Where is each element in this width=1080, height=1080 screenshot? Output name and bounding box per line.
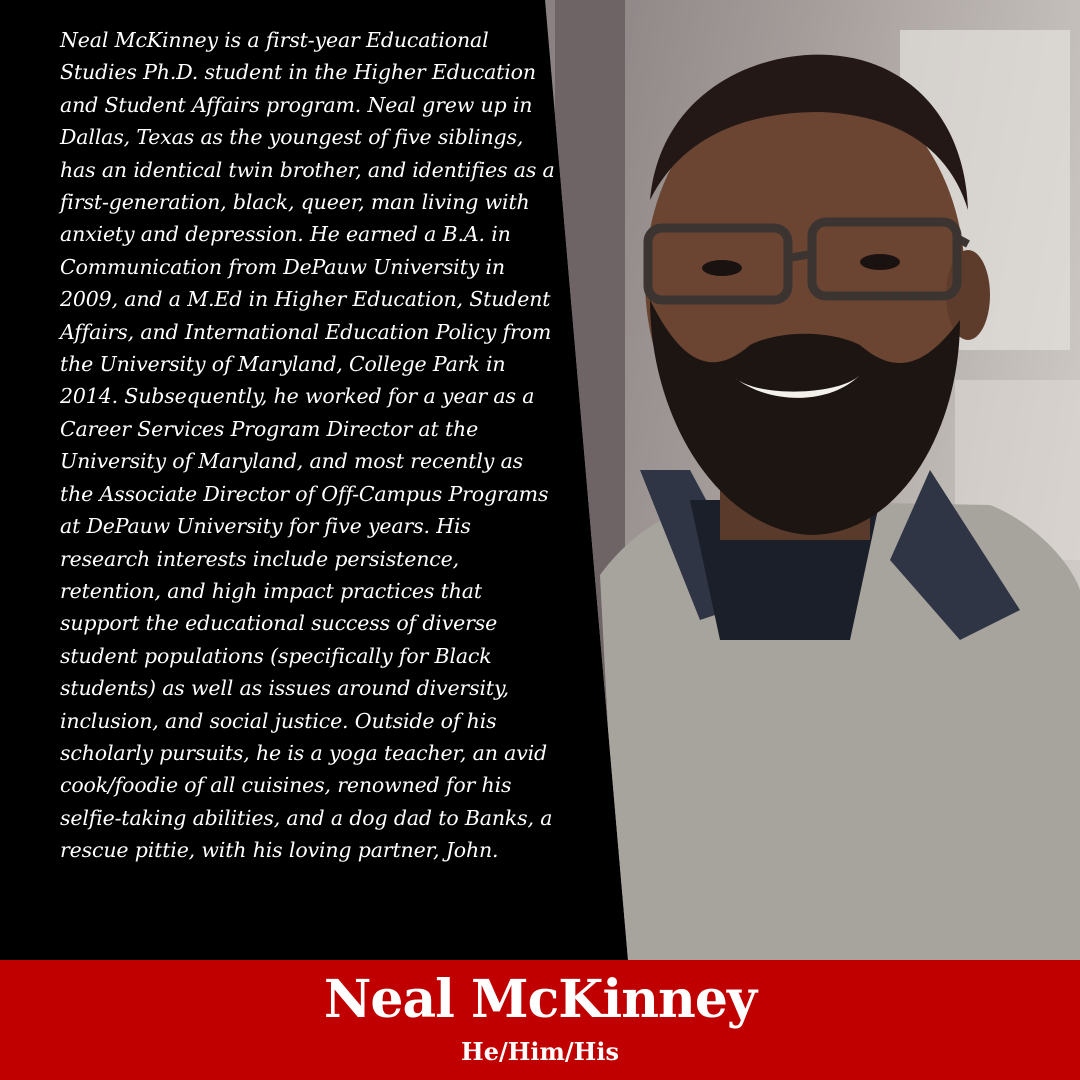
background-panel	[555, 0, 625, 960]
person-name: Neal McKinney	[323, 969, 757, 1030]
glasses-arm	[957, 238, 968, 244]
eye-left	[702, 260, 742, 276]
glasses-bridge	[788, 254, 812, 258]
pronouns: He/Him/His	[461, 1037, 619, 1066]
bio-text: Neal McKinney is a first-year Educational Studies Ph.D. student in the Higher Education and Student Affairs program. Neal grew up in Dallas, Texas as the youngest of five siblings, has an identical twin brother, and identifies as a first-generation, black, queer, man living with anxiety and depression. He earned a B.A. in Communication from DePauw University in 2009, and a M.Ed in Higher Education, Student Affairs, and International Education Policy from the University of Maryland, College Park in 2014. Subsequently, he worked for a year as a Career Services Program Director at the University of Maryland, and most recently as the Associate Director of Off-Campus Programs at DePauw University for five years. His research interests include persistence, retention, and high impact practices that support the educational success of diverse student populations (specifically for Black students) as well as issues around diversity, inclusion, and social justice. Outside of his scholarly pursuits, he is a yoga teacher, an avid cook/foodie of all cuisines, renowned for his selfie-taking abilities, and a dog dad to Banks, a rescue pittie, with his loving partner, John.	[60, 28, 555, 863]
name-banner	[0, 960, 1080, 1080]
eye-right	[860, 254, 900, 270]
